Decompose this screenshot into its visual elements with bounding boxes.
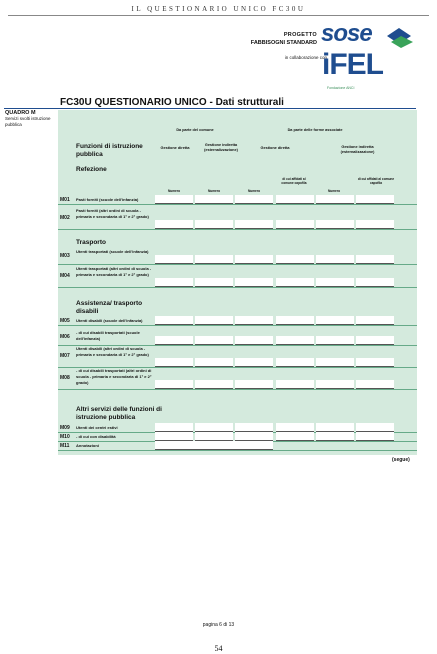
col-affidati-1: di cui affidati al comune capofila <box>281 177 307 185</box>
row-separator <box>58 287 417 288</box>
col-gestione-diretta: Gestione diretta <box>160 146 190 150</box>
row-label-m01: Pasti forniti (scuole dell'infanzia) <box>76 197 139 202</box>
input-cell-m04-1[interactable] <box>155 278 193 287</box>
input-cell-m05-2[interactable] <box>195 316 233 325</box>
row-label-m03: Utenti trasportati (scuole dell'infanzia) <box>76 249 149 254</box>
input-cell-m10-4[interactable] <box>276 432 314 441</box>
col-gestione-diretta-forme: Gestione diretta <box>260 146 290 150</box>
table-heading: Funzioni di istruzione pubblica <box>76 143 143 158</box>
input-cell-m05-3[interactable] <box>235 316 273 325</box>
input-cell-m06-3[interactable] <box>235 336 273 345</box>
input-cell-m06-2[interactable] <box>195 336 233 345</box>
input-cell-m06-6[interactable] <box>356 336 394 345</box>
section-assistenza: Assistenza/ trasporto disabili <box>76 300 143 315</box>
col-numero-2: Numero <box>207 189 221 193</box>
row-code-m11: M11 <box>60 443 70 449</box>
row-code-m03: M03 <box>60 253 70 259</box>
input-cell-m04-2[interactable] <box>195 278 233 287</box>
input-cell-m06-1[interactable] <box>155 336 193 345</box>
page-number: 54 <box>214 644 223 653</box>
input-cell-m03-6[interactable] <box>356 255 394 264</box>
input-cell-m02-3[interactable] <box>235 220 273 229</box>
row-code-m09: M09 <box>60 425 70 431</box>
row-code-m08: M08 <box>60 375 70 381</box>
input-cell-m08-5[interactable] <box>316 380 354 389</box>
input-cell-m10-1[interactable] <box>155 432 193 441</box>
row-separator <box>58 325 417 326</box>
row-code-m04: M04 <box>60 273 70 279</box>
page-indicator: pagina 6 di 13 <box>202 622 235 628</box>
input-cell-m01-3[interactable] <box>235 195 273 204</box>
col-numero-1: Numero <box>167 189 181 193</box>
input-cell-m08-1[interactable] <box>155 380 193 389</box>
input-cell-m01-6[interactable] <box>356 195 394 204</box>
input-cell-m05-5[interactable] <box>316 316 354 325</box>
row-separator <box>58 264 417 265</box>
input-cell-m07-2[interactable] <box>195 358 233 367</box>
annotazioni-field[interactable] <box>155 441 273 450</box>
col-gestione-indiretta-forme: Gestione indiretta (esternalizzazione) <box>340 145 375 154</box>
input-cell-m08-2[interactable] <box>195 380 233 389</box>
input-cell-m04-5[interactable] <box>316 278 354 287</box>
input-cell-m09-1[interactable] <box>155 423 193 432</box>
input-cell-m07-4[interactable] <box>276 358 314 367</box>
input-cell-m01-2[interactable] <box>195 195 233 204</box>
input-cell-m02-1[interactable] <box>155 220 193 229</box>
input-cell-m02-4[interactable] <box>276 220 314 229</box>
row-label-m04: Utenti trasportati (altri ordini di scuola - primaria e secondaria di 1° e 2° grado) <box>76 266 152 277</box>
input-cell-m03-1[interactable] <box>155 255 193 264</box>
row-code-m02: M02 <box>60 215 70 221</box>
input-cell-m10-5[interactable] <box>316 432 354 441</box>
section-refezione: Refezione <box>76 166 107 173</box>
row-code-m06: M06 <box>60 334 70 340</box>
input-cell-m03-5[interactable] <box>316 255 354 264</box>
input-cell-m10-2[interactable] <box>195 432 233 441</box>
input-cell-m09-2[interactable] <box>195 423 233 432</box>
row-label-m02: Pasti forniti (altri ordini di scuola - primaria e secondaria di 1° e 2° grado) <box>76 208 149 219</box>
row-label-m06: - di cui disabili trasportati (scuole dell'infanzia) <box>76 330 140 341</box>
input-cell-m07-3[interactable] <box>235 358 273 367</box>
group-forme: Da parte delle forme associate <box>287 128 343 132</box>
row-separator <box>58 450 417 451</box>
row-separator <box>58 229 417 230</box>
input-cell-m04-6[interactable] <box>356 278 394 287</box>
input-cell-m03-2[interactable] <box>195 255 233 264</box>
header-rule <box>8 15 429 16</box>
row-label-m05: Utenti disabili (scuole dell'infanzia) <box>76 318 143 323</box>
row-code-m05: M05 <box>60 318 70 324</box>
input-cell-m07-1[interactable] <box>155 358 193 367</box>
row-label-m11: Annotazioni <box>76 443 99 448</box>
row-code-m10: M10 <box>60 434 70 440</box>
input-cell-m01-5[interactable] <box>316 195 354 204</box>
quadro-subtitle: Servizi svolti istruzione pubblica <box>5 116 51 127</box>
input-cell-m09-4[interactable] <box>276 423 314 432</box>
quadro-label: QUADRO M <box>5 110 36 116</box>
input-cell-m08-4[interactable] <box>276 380 314 389</box>
group-comune: Da parte del comune <box>176 128 214 132</box>
section-altri: Altri servizi delle funzioni di istruzione pubblica <box>76 406 162 421</box>
row-code-m07: M07 <box>60 353 70 359</box>
input-cell-m09-5[interactable] <box>316 423 354 432</box>
sose-logo: sose <box>321 20 372 47</box>
col-gestione-indiretta: Gestione indiretta (esternalizzazione) <box>204 143 238 152</box>
input-cell-m05-6[interactable] <box>356 316 394 325</box>
title-rule <box>4 108 416 109</box>
input-cell-m02-6[interactable] <box>356 220 394 229</box>
input-cell-m03-3[interactable] <box>235 255 273 264</box>
project-line-2: FABBISOGNI STANDARD <box>250 40 317 46</box>
input-cell-m06-4[interactable] <box>276 336 314 345</box>
input-cell-m10-6[interactable] <box>356 432 394 441</box>
input-cell-m06-5[interactable] <box>316 336 354 345</box>
input-cell-m05-4[interactable] <box>276 316 314 325</box>
row-code-m01: M01 <box>60 197 70 203</box>
input-cell-m08-6[interactable] <box>356 380 394 389</box>
row-separator <box>58 204 417 205</box>
input-cell-m04-3[interactable] <box>235 278 273 287</box>
row-label-m10: - di cui con disabilità <box>76 434 116 439</box>
input-cell-m10-3[interactable] <box>235 432 273 441</box>
input-cell-m07-5[interactable] <box>316 358 354 367</box>
input-cell-m09-6[interactable] <box>356 423 394 432</box>
input-cell-m09-3[interactable] <box>235 423 273 432</box>
collaboration-text: in collaborazione con <box>284 55 327 60</box>
input-cell-m02-2[interactable] <box>195 220 233 229</box>
input-cell-m01-1[interactable] <box>155 195 193 204</box>
col-affidati-2: di cui affidati al comune capofila <box>357 177 395 185</box>
segue-label: (segue) <box>392 457 410 463</box>
row-label-m08: - di cui disabili trasportati (altri ordini di scuola - primaria e secondaria di 1° e 2° grado) <box>76 368 152 385</box>
sose-logo-mark <box>385 26 415 50</box>
section-trasporto: Trasporto <box>76 239 106 246</box>
input-cell-m01-4[interactable] <box>276 195 314 204</box>
col-numero-4: Numero <box>327 189 341 193</box>
ifel-logo: iFEL <box>322 48 383 81</box>
input-cell-m03-4[interactable] <box>276 255 314 264</box>
row-label-m07: Utenti disabili (altri ordini di scuola - primaria e secondaria di 1° e 2° grado) <box>76 346 149 357</box>
running-head: IL QUESTIONARIO UNICO FC30U <box>131 5 306 13</box>
project-line-1: PROGETTO <box>283 32 317 38</box>
input-cell-m07-6[interactable] <box>356 358 394 367</box>
input-cell-m08-3[interactable] <box>235 380 273 389</box>
col-numero-3: Numero <box>247 189 261 193</box>
row-separator <box>58 389 417 390</box>
input-cell-m02-5[interactable] <box>316 220 354 229</box>
ifel-subtitle: Fondazione ANCI <box>327 86 355 90</box>
page-title: FC30U QUESTIONARIO UNICO - Dati strutturali <box>60 97 284 108</box>
input-cell-m04-4[interactable] <box>276 278 314 287</box>
input-cell-m05-1[interactable] <box>155 316 193 325</box>
row-label-m09: Utenti dei centri estivi <box>76 425 118 430</box>
